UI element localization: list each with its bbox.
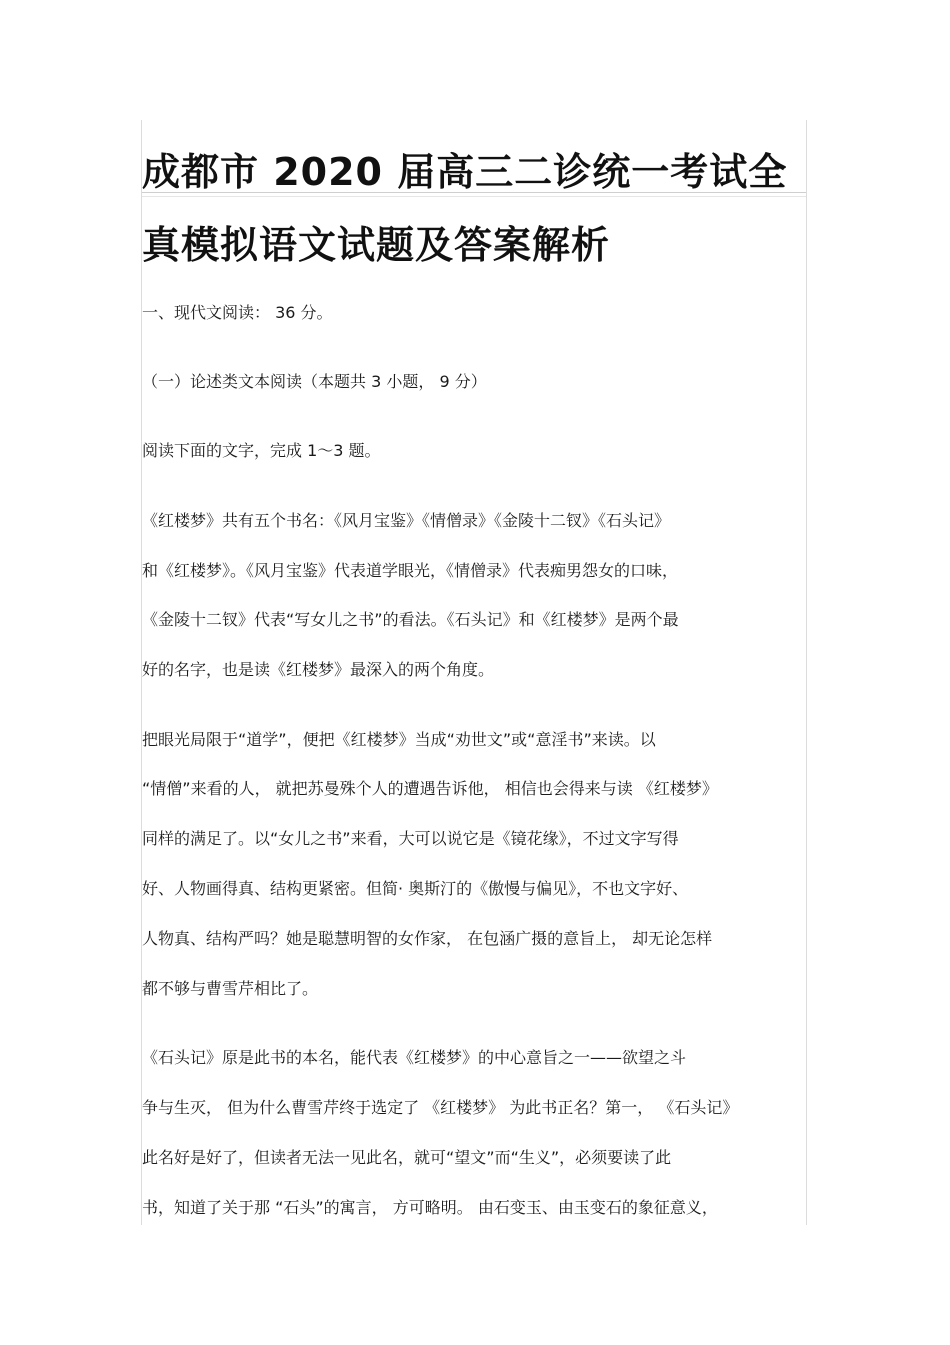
- reading-instruction: 阅读下面的文字，完成 1～3 题。: [142, 441, 381, 460]
- document-title-line-1: 成都市 2020 届高三二诊统一考试全: [142, 150, 788, 194]
- paragraph-2-line-4: 好、人物画得真、结构更紧密。但简· 奥斯汀的《傲慢与偏见》，不也文字好、: [142, 879, 689, 898]
- paragraph-1-line-1: 《红楼梦》共有五个书名：《风月宝鉴》《情僧录》《金陵十二钗》《石头记》: [142, 511, 671, 530]
- document-title-line-2: 真模拟语文试题及答案解析: [142, 223, 611, 267]
- paragraph-2-line-5: 人物真、结构严吗？她是聪慧明智的女作家， 在包涵广摄的意旨上， 却无论怎样: [142, 929, 713, 948]
- paragraph-1-line-2: 和《红楼梦》。《风月宝鉴》代表道学眼光，《情僧录》代表痴男怨女的口味，: [142, 561, 679, 580]
- title-divider-line-2: [142, 196, 806, 197]
- paragraph-2-line-3: 同样的满足了。以“女儿之书”来看，大可以说它是《镜花缘》，不过文字写得: [142, 829, 679, 848]
- right-border-line: [806, 120, 807, 1225]
- subsection-heading: （一）论述类文本阅读（本题共 3 小题， 9 分）: [142, 372, 487, 391]
- paragraph-3-line-1: 《石头记》原是此书的本名，能代表《红楼梦》的中心意旨之一——欲望之斗: [142, 1048, 687, 1067]
- paragraph-1-line-3: 《金陵十二钗》代表“写女儿之书”的看法。《石头记》和《红楼梦》是两个最: [142, 610, 679, 629]
- paragraph-3-line-3: 此名好是好了，但读者无法一见此名，就可“望文”而“生义”，必须要读了此: [142, 1148, 672, 1167]
- paragraph-1-line-4: 好的名字，也是读《红楼梦》最深入的两个角度。: [142, 660, 495, 679]
- paragraph-3-line-2: 争与生灭， 但为什么曹雪芹终于选定了 《红楼梦》 为此书正名？第一， 《石头记》: [142, 1098, 739, 1117]
- section-heading: 一、现代文阅读： 36 分。: [142, 303, 333, 322]
- paragraph-3-line-4: 书，知道了关于那 “石头”的寓言， 方可略明。 由石变玉、由玉变石的象征意义，: [142, 1198, 718, 1217]
- paragraph-2-line-6: 都不够与曹雪芹相比了。: [142, 979, 319, 998]
- paragraph-2-line-2: “情僧”来看的人， 就把苏曼殊个人的遭遇告诉他， 相信也会得来与读 《红楼梦》: [142, 779, 718, 798]
- paragraph-2-line-1: 把眼光局限于“道学”，便把《红楼梦》当成“劝世文”或“意淫书”来读。以: [142, 730, 656, 749]
